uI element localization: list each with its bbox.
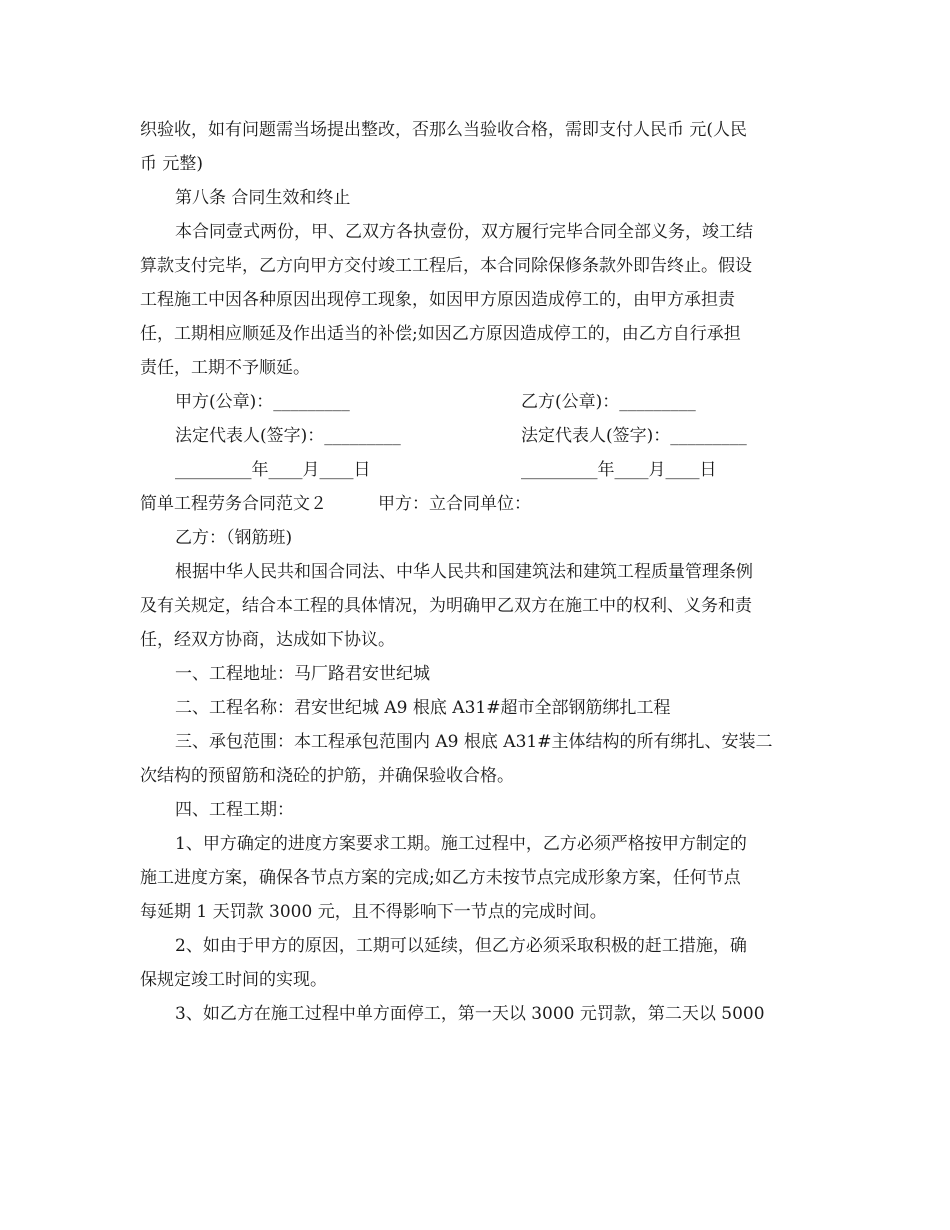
text-line: 织验收，如有问题需当场提出整改，否那么当验收合格，需即支付人民币 元(人民 bbox=[140, 120, 748, 140]
text-line: 任，工期相应顺延及作出适当的补偿;如因乙方原因造成停工的，由乙方自行承担 bbox=[140, 324, 741, 344]
schedule-item-2: 2、如由于甲方的原因，工期可以延续，但乙方必须采取积极的赶工措施，确 bbox=[175, 936, 747, 956]
text-line: 次结构的预留筋和浇砼的护筋，并确保验收合格。 bbox=[140, 766, 514, 786]
party-a-representative: 法定代表人(签字)：_________ bbox=[175, 426, 401, 446]
text-line: 每延期 1 天罚款 3000 元，且不得影响下一节点的完成时间。 bbox=[140, 902, 607, 922]
clause-schedule-heading: 四、工程工期： bbox=[175, 800, 294, 820]
section-title: 简单工程劳务合同范文２ bbox=[140, 494, 327, 514]
section-title-row bbox=[140, 487, 805, 521]
clause-project-name: 二、工程名称：君安世纪城 A9 根底 A31#超市全部钢筋绑扎工程 bbox=[175, 698, 671, 718]
party-a-line: 甲方：立合同单位： bbox=[378, 494, 531, 514]
clause-address: 一、工程地址：马厂路君安世纪城 bbox=[175, 664, 430, 684]
party-a-date: _________年____月____日 bbox=[175, 460, 371, 480]
text-line: 本合同壹式两份，甲、乙双方各执壹份，双方履行完毕合同全部义务，竣工结 bbox=[175, 222, 753, 242]
text-line: 根据中华人民共和国合同法、中华人民共和国建筑法和建筑工程质量管理条例 bbox=[175, 562, 753, 582]
document-body bbox=[140, 113, 805, 1031]
clause-scope: 三、承包范围：本工程承包范围内 A9 根底 A31#主体结构的所有绑扎、安装二 bbox=[175, 732, 773, 752]
party-b-seal: 乙方(公章)：_________ bbox=[521, 392, 696, 412]
party-b-representative: 法定代表人(签字)：_________ bbox=[521, 426, 747, 446]
text-line: 保规定竣工时间的实现。 bbox=[140, 970, 327, 990]
party-b-date: _________年____月____日 bbox=[521, 460, 717, 480]
article-heading: 第八条 合同生效和终止 bbox=[175, 188, 351, 208]
text-line: 任，经双方协商，达成如下协议。 bbox=[140, 630, 395, 650]
text-line: 及有关规定，结合本工程的具体情况，为明确甲乙双方在施工中的权利、义务和责 bbox=[140, 596, 752, 616]
party-b-line: 乙方：（钢筋班) bbox=[175, 528, 293, 548]
signature-row-representative bbox=[140, 419, 805, 453]
signature-row-seal bbox=[140, 385, 805, 419]
schedule-item-1: 1、甲方确定的进度方案要求工期。施工过程中，乙方必须严格按甲方制定的 bbox=[175, 834, 747, 854]
text-line: 施工进度方案，确保各节点方案的完成;如乙方未按节点完成形象方案，任何节点 bbox=[140, 868, 741, 888]
text-line: 算款支付完毕，乙方向甲方交付竣工工程后，本合同除保修条款外即告终止。假设 bbox=[140, 256, 752, 276]
text-line: 币 元整) bbox=[140, 154, 204, 174]
schedule-item-3: 3、如乙方在施工过程中单方面停工，第一天以 3000 元罚款，第二天以 5000 bbox=[175, 1004, 765, 1024]
party-a-seal: 甲方(公章)：_________ bbox=[175, 392, 350, 412]
text-line: 责任，工期不予顺延。 bbox=[140, 358, 310, 378]
signature-row-date bbox=[140, 453, 805, 487]
text-line: 工程施工中因各种原因出现停工现象，如因甲方原因造成停工的，由甲方承担责 bbox=[140, 290, 735, 310]
